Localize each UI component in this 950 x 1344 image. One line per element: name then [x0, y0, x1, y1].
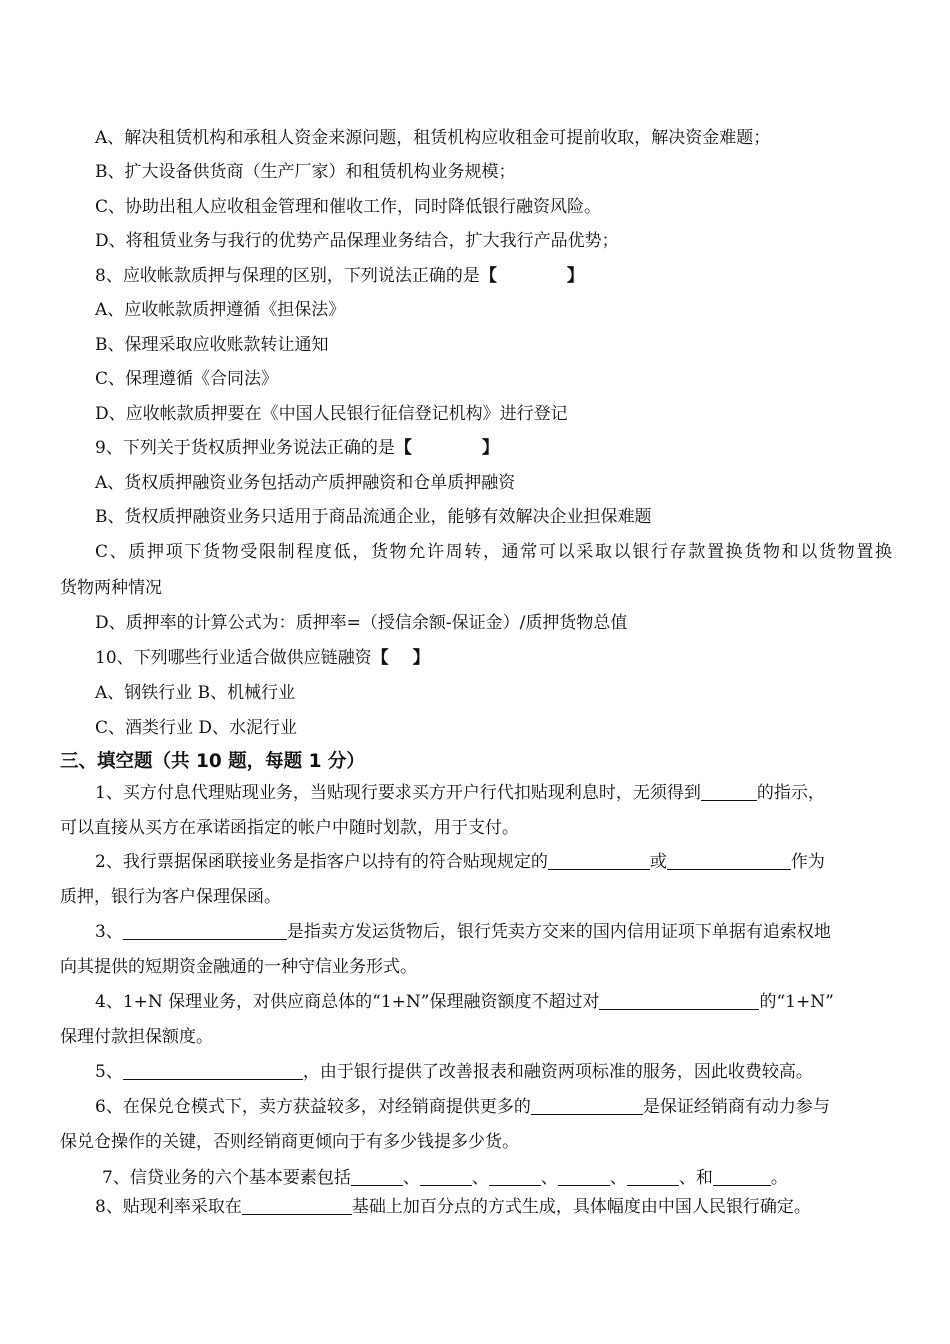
fill-q1-line2: 可以直接从买方在承诺函指定的帐户中随时划款，用于支付。	[60, 818, 519, 838]
q9-option-a: A、货权质押融资业务包括动产质押融资和仓单质押融资	[95, 473, 516, 493]
fill-q4-line2: 保理付款担保额度。	[60, 1027, 213, 1047]
q9-stem-text: 9、下列关于货权质押业务说法正确的是	[95, 438, 395, 458]
q8-stem	[95, 264, 584, 288]
fill-q2-blank-2[interactable]	[667, 853, 791, 870]
fill-q4-text-b: 的“1+N”	[759, 992, 834, 1012]
fill-q8-blank[interactable]	[242, 1198, 352, 1215]
fill-q5-text-a: 5、	[95, 1062, 123, 1082]
q8-stem-text: 8、应收帐款质押与保理的区别，下列说法正确的是	[95, 266, 480, 286]
fill-q7-end: 。	[770, 1168, 788, 1188]
fill-q2-text-b: 或	[649, 852, 667, 872]
q7-option-c: C、协助出租人应收租金管理和催收工作，同时降低银行融资风险。	[95, 197, 602, 217]
q9-stem	[95, 436, 499, 460]
q9-option-c-line2: 货物两种情况	[60, 578, 162, 598]
fill-q1-text-a: 1、买方付息代理贴现业务，当贴现行要求买方开户行代扣贴现利息时，无须得到	[95, 783, 701, 803]
fill-q7-and: 、和	[678, 1168, 713, 1188]
q8-option-c: C、保理遵循《合同法》	[95, 369, 279, 389]
fill-q7-sep-3: 、	[540, 1168, 558, 1188]
q7-option-b: B、扩大设备供货商（生产厂家）和租赁机构业务规模；	[95, 162, 516, 182]
fill-q7-sep-1: 、	[402, 1168, 420, 1188]
fill-q2-text-a: 2、我行票据保函联接业务是指客户以持有的符合贴现规定的	[95, 852, 548, 872]
q10-bracket-close: 】	[412, 648, 430, 668]
fill-q3-text-a: 3、	[95, 922, 123, 942]
fill-q5-blank[interactable]	[123, 1063, 303, 1080]
q9-option-d: D、质押率的计算公式为：质押率=（授信余额-保证金）/质押货物总值	[95, 613, 628, 633]
fill-q8-line1	[95, 1195, 811, 1219]
q8-option-d: D、应收帐款质押要在《中国人民银行征信登记机构》进行登记	[95, 404, 568, 424]
fill-q4-line1	[95, 990, 834, 1014]
fill-q1-text-b: 的指示，	[756, 783, 825, 803]
fill-q3-line1	[95, 920, 831, 944]
fill-q2-blank-1[interactable]	[548, 853, 650, 870]
fill-q5-line1	[95, 1060, 813, 1084]
q10-stem	[95, 646, 430, 670]
section-heading: 三、填空题（共 10 题，每题 1 分）	[60, 751, 365, 772]
q8-bracket-close: 】	[566, 266, 584, 286]
q7-option-a: A、解决租赁机构和承租人资金来源问题，租赁机构应收租金可提前收取，解决资金难题；	[95, 128, 771, 148]
q9-bracket-open: 【	[394, 438, 412, 458]
fill-q7-sep-4: 、	[609, 1168, 627, 1188]
fill-q2-line1	[95, 850, 825, 874]
fill-q2-text-c: 作为	[790, 852, 825, 872]
q9-option-b: B、货权质押融资业务只适用于商品流通企业，能够有效解决企业担保难题	[95, 507, 652, 527]
q8-bracket-open: 【	[479, 266, 497, 286]
fill-q1-line1	[95, 781, 825, 805]
fill-q6-blank[interactable]	[531, 1098, 643, 1115]
fill-q6-text-b: 是保证经销商有动力参与	[642, 1097, 830, 1117]
q7-option-d: D、将租赁业务与我行的优势产品保理业务结合，扩大我行产品优势；	[95, 231, 619, 251]
fill-q5-text-b: ，由于银行提供了改善报表和融资两项标准的服务，因此收费较高。	[302, 1062, 813, 1082]
fill-q6-text-a: 6、在保兑仓模式下，卖方获益较多，对经销商提供更多的	[95, 1097, 531, 1117]
fill-q8-text-b: 基础上加百分点的方式生成，具体幅度由中国人民银行确定。	[351, 1197, 811, 1217]
fill-q6-line2: 保兑仓操作的关键，否则经销商更倾向于有多少钱提多少货。	[60, 1132, 519, 1152]
fill-q8-text-a: 8、贴现利率采取在	[95, 1197, 242, 1217]
fill-q3-text-b: 是指卖方发运货物后，银行凭卖方交来的国内信用证项下单据有追索权地	[286, 922, 831, 942]
fill-q2-line2: 质押，银行为客户保理保函。	[60, 887, 281, 907]
fill-q7-line1	[102, 1166, 788, 1190]
fill-q7-blank-5[interactable]	[627, 1169, 679, 1186]
fill-q3-line2: 向其提供的短期资金融通的一种守信业务形式。	[60, 957, 417, 977]
q8-option-a: A、应收帐款质押遵循《担保法》	[95, 300, 346, 320]
fill-q7-blank-1[interactable]	[351, 1169, 403, 1186]
q9-option-c-line1: C、质押项下货物受限制程度低，货物允许周转，通常可以采取以银行存款置换货物和以货物置换	[95, 542, 892, 562]
fill-q1-blank[interactable]	[701, 784, 757, 801]
q10-stem-text: 10、下列哪些行业适合做供应链融资	[95, 648, 372, 668]
fill-q7-blank-3[interactable]	[489, 1169, 541, 1186]
q10-options-cd: C、酒类行业 D、水泥行业	[95, 718, 298, 738]
q9-bracket-close: 】	[481, 438, 499, 458]
fill-q4-blank[interactable]	[599, 993, 759, 1010]
fill-q3-blank[interactable]	[123, 923, 287, 940]
q10-options-ab: A、钢铁行业 B、机械行业	[95, 683, 296, 703]
fill-q7-blank-4[interactable]	[558, 1169, 610, 1186]
fill-q7-blank-6[interactable]	[713, 1169, 771, 1186]
fill-q7-blank-2[interactable]	[420, 1169, 472, 1186]
fill-q7-text-a: 7、信贷业务的六个基本要素包括	[102, 1168, 351, 1188]
fill-q4-text-a: 4、1+N 保理业务，对供应商总体的“1+N”保理融资额度不超过对	[95, 992, 600, 1012]
q10-bracket-open: 【	[371, 648, 389, 668]
q8-option-b: B、保理采取应收账款转让通知	[95, 335, 329, 355]
fill-q7-sep-2: 、	[471, 1168, 489, 1188]
fill-q6-line1	[95, 1095, 830, 1119]
